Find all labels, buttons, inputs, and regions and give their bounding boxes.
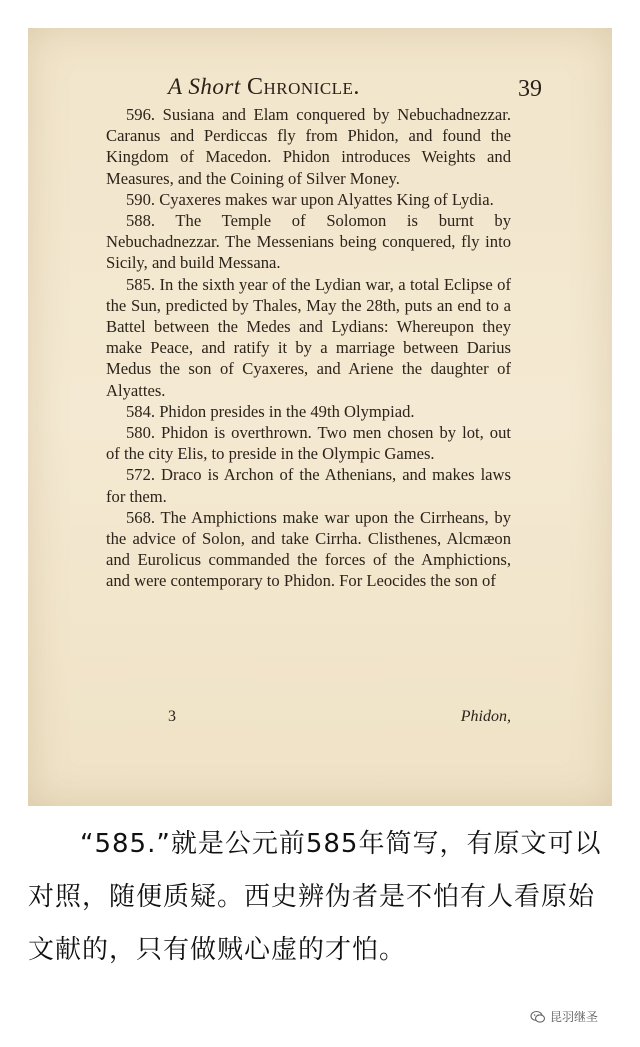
- chronicle-entry: 590. Cyaxeres makes war upon Alyattes King of Lydia.: [126, 189, 494, 209]
- page-number: 39: [518, 76, 542, 102]
- chronicle-entry: 588. The Temple of Solomon is burnt by Nebuchadnezzar. The Messenians being conquered, fly into Sicily, and build Messana.: [106, 211, 511, 273]
- chronicle-entries: [106, 104, 511, 592]
- book-page-photo: [28, 28, 612, 806]
- chronicle-entry: 568. The Amphictions make war upon the Cirrheans, by the advice of Solon, and take Cirrha. Clisthenes, Alcmæon and Eurolicus commanded the forces of the Amphictions, and were contemporary to Phidon. For Leocides the son of: [106, 507, 511, 591]
- chronicle-entry: 580. Phidon is overthrown. Two men chosen by lot, out of the city Elis, to preside in the Olympic Games.: [106, 423, 511, 464]
- chronicle-entry: 584. Phidon presides in the 49th Olympiad.: [126, 401, 415, 421]
- caption-text: “585.”就是公元前585年简写，有原文可以对照，随便质疑。西史辨伪者是不怕有人看原始文献的，只有做贼心虚的才怕。: [28, 829, 602, 965]
- running-head: [168, 74, 360, 101]
- watermark-label: 昆羽继圣: [550, 1010, 599, 1024]
- page-footline: [106, 708, 511, 730]
- chronicle-entry: 596. Susiana and Elam conquered by Nebuchadnezzar. Caranus and Perdiccas fly from Phidon, and found the Kingdom of Macedon. Phidon introduces Weights and Measures, and the Coining of Silver Money.: [106, 105, 511, 188]
- running-head-italic: A Short: [168, 74, 241, 99]
- running-head-caps: Chronicle.: [246, 74, 360, 100]
- account-watermark: [530, 1008, 598, 1025]
- catchword: Phidon,: [460, 708, 511, 725]
- signature-mark: 3: [168, 708, 176, 725]
- chronicle-entry: 572. Draco is Archon of the Athenians, and makes laws for them.: [106, 465, 511, 506]
- wechat-icon: [530, 1009, 546, 1025]
- chronicle-entry: 585. In the sixth year of the Lydian war, a total Eclipse of the Sun, predicted by Thales, May the 28th, puts an end to a Battel between the Medes and Lydians: Whereupon they make Peace, and ratify it by a marriage between Darius Medus the son of Cyaxeres, and Ariene the daughter of Alyattes.: [106, 274, 511, 400]
